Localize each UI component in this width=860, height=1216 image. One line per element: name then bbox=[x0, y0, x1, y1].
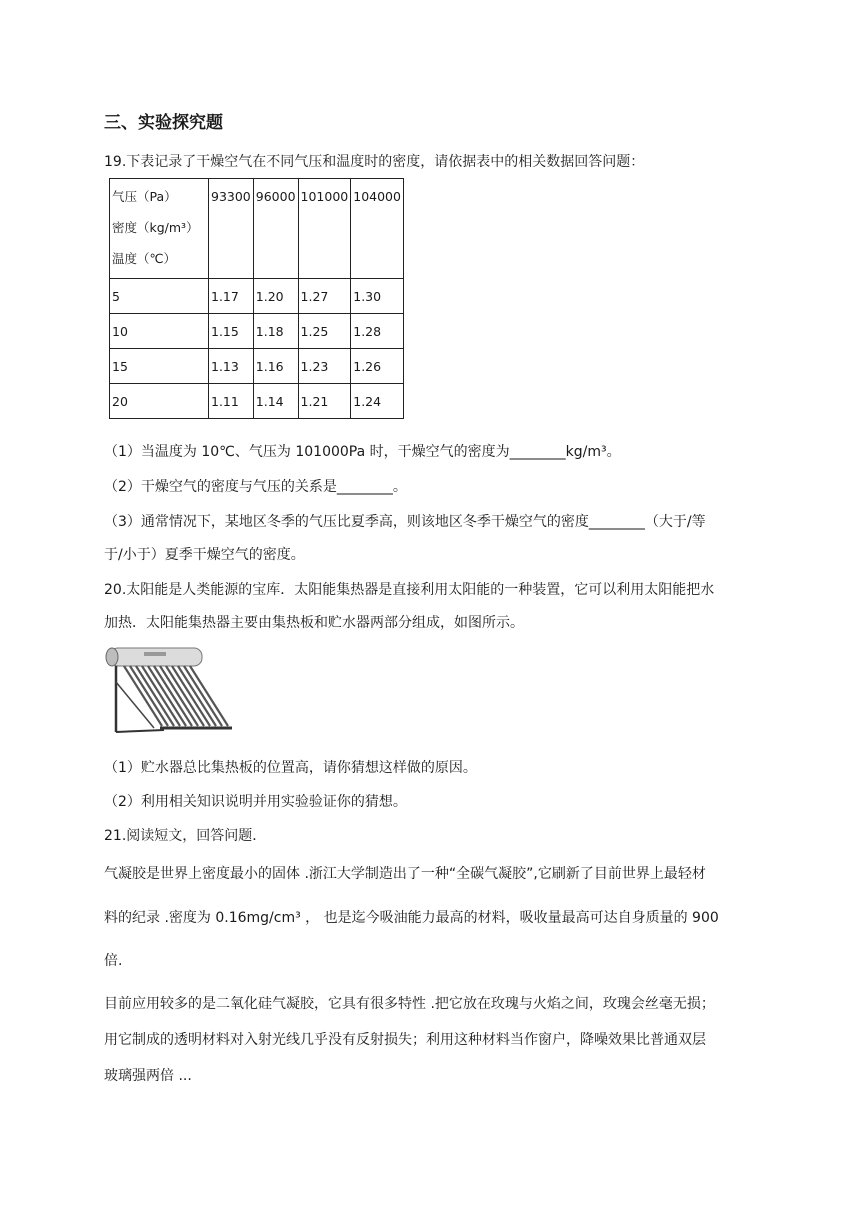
density-cell: 1.17 bbox=[209, 279, 254, 314]
density-cell: 1.26 bbox=[351, 349, 404, 384]
q19-sub3-line2: 于/小于）夏季干燥空气的密度。 bbox=[104, 547, 305, 563]
q20-stem-line2: 加热．太阳能集热器主要由集热板和贮水器两部分组成，如图所示。 bbox=[104, 615, 524, 631]
q21-p2-line2: 用它制成的透明材料对入射光线几乎没有反射损失；利用这种材料当作窗户，降噪效果比普通双层 bbox=[104, 1032, 706, 1048]
temp-cell: 15 bbox=[110, 349, 209, 384]
density-cell: 1.25 bbox=[298, 314, 351, 349]
density-cell: 1.15 bbox=[209, 314, 254, 349]
temp-cell: 5 bbox=[110, 279, 209, 314]
q19-sub3-line1: （3）通常情况下，某地区冬季的气压比夏季高，则该地区冬季干燥空气的密度________（大于/等 bbox=[104, 514, 706, 530]
q19-sub1: （1）当温度为 10℃、气压为 101000Pa 时，干燥空气的密度为________kg/m³。 bbox=[104, 444, 621, 460]
density-cell: 1.13 bbox=[209, 349, 254, 384]
density-cell: 1.23 bbox=[298, 349, 351, 384]
q20-sub1: （1）贮水器总比集热板的位置高，请你猜想这样做的原因。 bbox=[104, 760, 477, 776]
density-cell: 1.14 bbox=[253, 384, 298, 419]
table-row bbox=[110, 349, 404, 384]
q21-stem: 21.阅读短文，回答问题． bbox=[104, 828, 267, 844]
section-title: 三、实验探究题 bbox=[104, 113, 223, 133]
q19-stem: 19.下表记录了干燥空气在不同气压和温度时的密度，请依据表中的相关数据回答问题： bbox=[104, 154, 645, 170]
table-header-cell bbox=[110, 179, 209, 279]
density-cell: 1.27 bbox=[298, 279, 351, 314]
q21-p2-line1: 目前应用较多的是二氧化硅气凝胶，它具有很多特性 .把它放在玫瑰与火焰之间，玫瑰会丝毫无损； bbox=[104, 996, 715, 1012]
pressure-header: 101000 bbox=[298, 179, 351, 279]
q20-stem-line1: 20.太阳能是人类能源的宝库．太阳能集热器是直接利用太阳能的一种装置，它可以利用太阳能把水 bbox=[104, 582, 715, 598]
pressure-header: 104000 bbox=[351, 179, 404, 279]
table-row bbox=[110, 384, 404, 419]
pressure-header: 96000 bbox=[253, 179, 298, 279]
density-cell: 1.16 bbox=[253, 349, 298, 384]
temp-cell: 10 bbox=[110, 314, 209, 349]
density-cell: 1.30 bbox=[351, 279, 404, 314]
header-density-label: 密度（kg/m³） bbox=[112, 220, 199, 235]
density-table bbox=[109, 178, 404, 419]
density-cell: 1.11 bbox=[209, 384, 254, 419]
q21-p1-line3: 倍. bbox=[104, 953, 123, 969]
density-cell: 1.21 bbox=[298, 384, 351, 419]
density-cell: 1.20 bbox=[253, 279, 298, 314]
pressure-header: 93300 bbox=[209, 179, 254, 279]
density-cell: 1.28 bbox=[351, 314, 404, 349]
header-temperature-label: 温度（℃） bbox=[112, 251, 177, 266]
q21-p1-line2: 料的纪录 .密度为 0.16mg/cm³ ， 也是迄今吸油能力最高的材料，吸收量最高可达自身质量的 900 bbox=[104, 910, 719, 926]
header-pressure-label: 气压（Pa） bbox=[112, 189, 177, 204]
q20-sub2: （2）利用相关知识说明并用实验验证你的猜想。 bbox=[104, 794, 407, 810]
q21-p1-line1: 气凝胶是世界上密度最小的固体 .浙江大学制造出了一种“全碳气凝胶”,它刷新了目前世界上最轻材 bbox=[104, 866, 706, 882]
table-row bbox=[110, 314, 404, 349]
q21-p2-line3: 玻璃强两倍 ... bbox=[104, 1068, 192, 1084]
solar-water-heater-figure bbox=[104, 642, 238, 736]
table-row bbox=[110, 279, 404, 314]
temp-cell: 20 bbox=[110, 384, 209, 419]
density-cell: 1.18 bbox=[253, 314, 298, 349]
q19-sub2: （2）干燥空气的密度与气压的关系是________。 bbox=[104, 479, 407, 495]
density-cell: 1.24 bbox=[351, 384, 404, 419]
